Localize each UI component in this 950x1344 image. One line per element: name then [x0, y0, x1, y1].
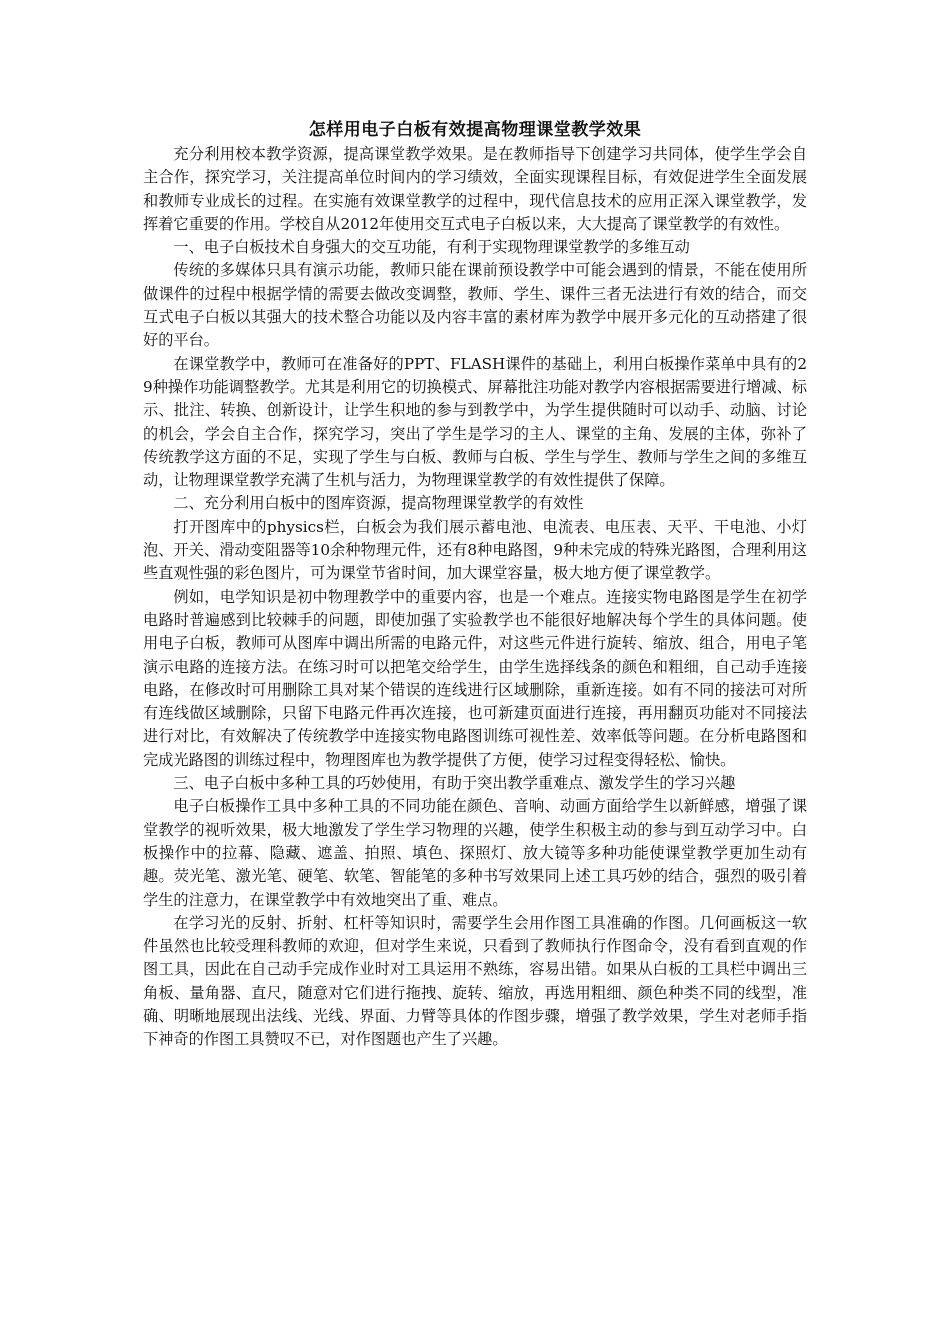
section-heading: 二、充分利用白板中的图库资源，提高物理课堂教学的有效性 [173, 494, 584, 513]
section-heading: 三、电子白板中多种工具的巧妙使用，有助于突出教学重难点、激发学生的学习兴趣 [173, 774, 736, 793]
document-page [143, 118, 807, 1052]
paragraph: 打开图库中的physics栏，白板会为我们展示蓄电池、电流表、电压表、天平、干电池、小灯泡、开关、滑动变阻器等10余种物理元件，还有8种电路图，9种未完成的特殊光路图，合理利用这些直观性强的彩色图片，可为课堂节省时间，加大课堂容量，极大地方便了课堂教学。 [143, 517, 807, 583]
paragraph: 传统的多媒体只具有演示功能，教师只能在课前预设教学中可能会遇到的情景，不能在使用所做课件的过程中根据学情的需要去做改变调整，教师、学生、课件三者无法进行有效的结合，而交互式电子白板以其强大的技术整合功能以及内容丰富的素材库为教学中展开多元化的互动搭建了很好的平台。 [143, 261, 807, 350]
paragraph: 例如，电学知识是初中物理教学中的重要内容，也是一个难点。连接实物电路图是学生在初学电路时普遍感到比较棘手的问题，即使加强了实验教学也不能很好地解决每个学生的具体问题。使用电子白板，教师可从图库中调出所需的电路元件，对这些元件进行旋转、缩放、组合，用电子笔演示电路的连接方法。在练习时可以把笔交给学生，由学生选择线条的颜色和粗细，自己动手连接电路，在修改时可用删除工具对某个错误的连线进行区域删除，重新连接。如有不同的接法可对所有连线做区域删除，只留下电路元件再次连接，也可新建页面进行连接，再用翻页功能对不同接法进行对比，有效解决了传统教学中连接实物电路图训练可视性差、效率低等问题。在分析电路图和完成光路图的训练过程中，物理图库也为教学提供了方便，使学习过程变得轻松、愉快。 [143, 587, 807, 769]
document-body [143, 143, 807, 1052]
paragraph: 充分利用校本教学资源，提高课堂教学效果。是在教师指导下创建学习共同体，使学生学会自主合作，探究学习，关注提高单位时间内的学习绩效，全面实现课程目标，有效促进学生全面发展和教师专业成长的过程。在实施有效课堂教学的过程中，现代信息技术的应用正深入课堂教学，发挥着它重要的作用。学校自从2012年使用交互式电子白板以来，大大提高了课堂教学的有效性。 [143, 145, 807, 233]
paragraph: 在课堂教学中，教师可在准备好的PPT、FLASH课件的基础上，利用白板操作菜单中具有的29种操作功能调整教学。尤其是利用它的切换模式、屏幕批注功能对教学内容根据需要进行增减、标示、批注、转换、创新设计，让学生积地的参与到教学中，为学生提供随时可以动手、动脑、讨论的机会，学会自主合作，探究学习，突出了学生是学习的主人、课堂的主角、发展的主体，弥补了传统教学这方面的不足，实现了学生与白板、教师与白板、学生与学生、教师与学生之间的多维互动，让物理课堂教学充满了生机与活力，为物理课堂教学的有效性提供了保障。 [143, 354, 807, 490]
section-heading: 一、电子白板技术自身强大的交互功能，有利于实现物理课堂教学的多维互动 [173, 238, 690, 257]
paragraph: 电子白板操作工具中多种工具的不同功能在颜色、音响、动画方面给学生以新鲜感，增强了课堂教学的视听效果，极大地激发了学生学习物理的兴趣，使学生积极主动的参与到互动学习中。白板操作中的拉幕、隐藏、遮盖、拍照、填色、探照灯、放大镜等多种功能使课堂教学更加生动有趣。荧光笔、激光笔、硬笔、软笔、智能笔的多种书写效果同上述工具巧妙的结合，强烈的吸引着学生的注意力，在课堂教学中有效地突出了重、难点。 [143, 797, 807, 909]
paragraph: 在学习光的反射、折射、杠杆等知识时，需要学生会用作图工具准确的作图。几何画板这一软件虽然也比较受理科教师的欢迎，但对学生来说，只看到了教师执行作图命令，没有看到直观的作图工具，因此在自己动手完成作业时对工具运用不熟练，容易出错。如果从白板的工具栏中调出三角板、量角器、直尺，随意对它们进行拖拽、旋转、缩放，再选用粗细、颜色种类不同的线型，准确、明晰地展现出法线、光线、界面、力臂等具体的作图步骤，增强了教学效果，学生对老师手指下神奇的作图工具赞叹不已，对作图题也产生了兴趣。 [143, 913, 807, 1049]
document-title: 怎样用电子白板有效提高物理课堂教学效果 [308, 120, 642, 140]
